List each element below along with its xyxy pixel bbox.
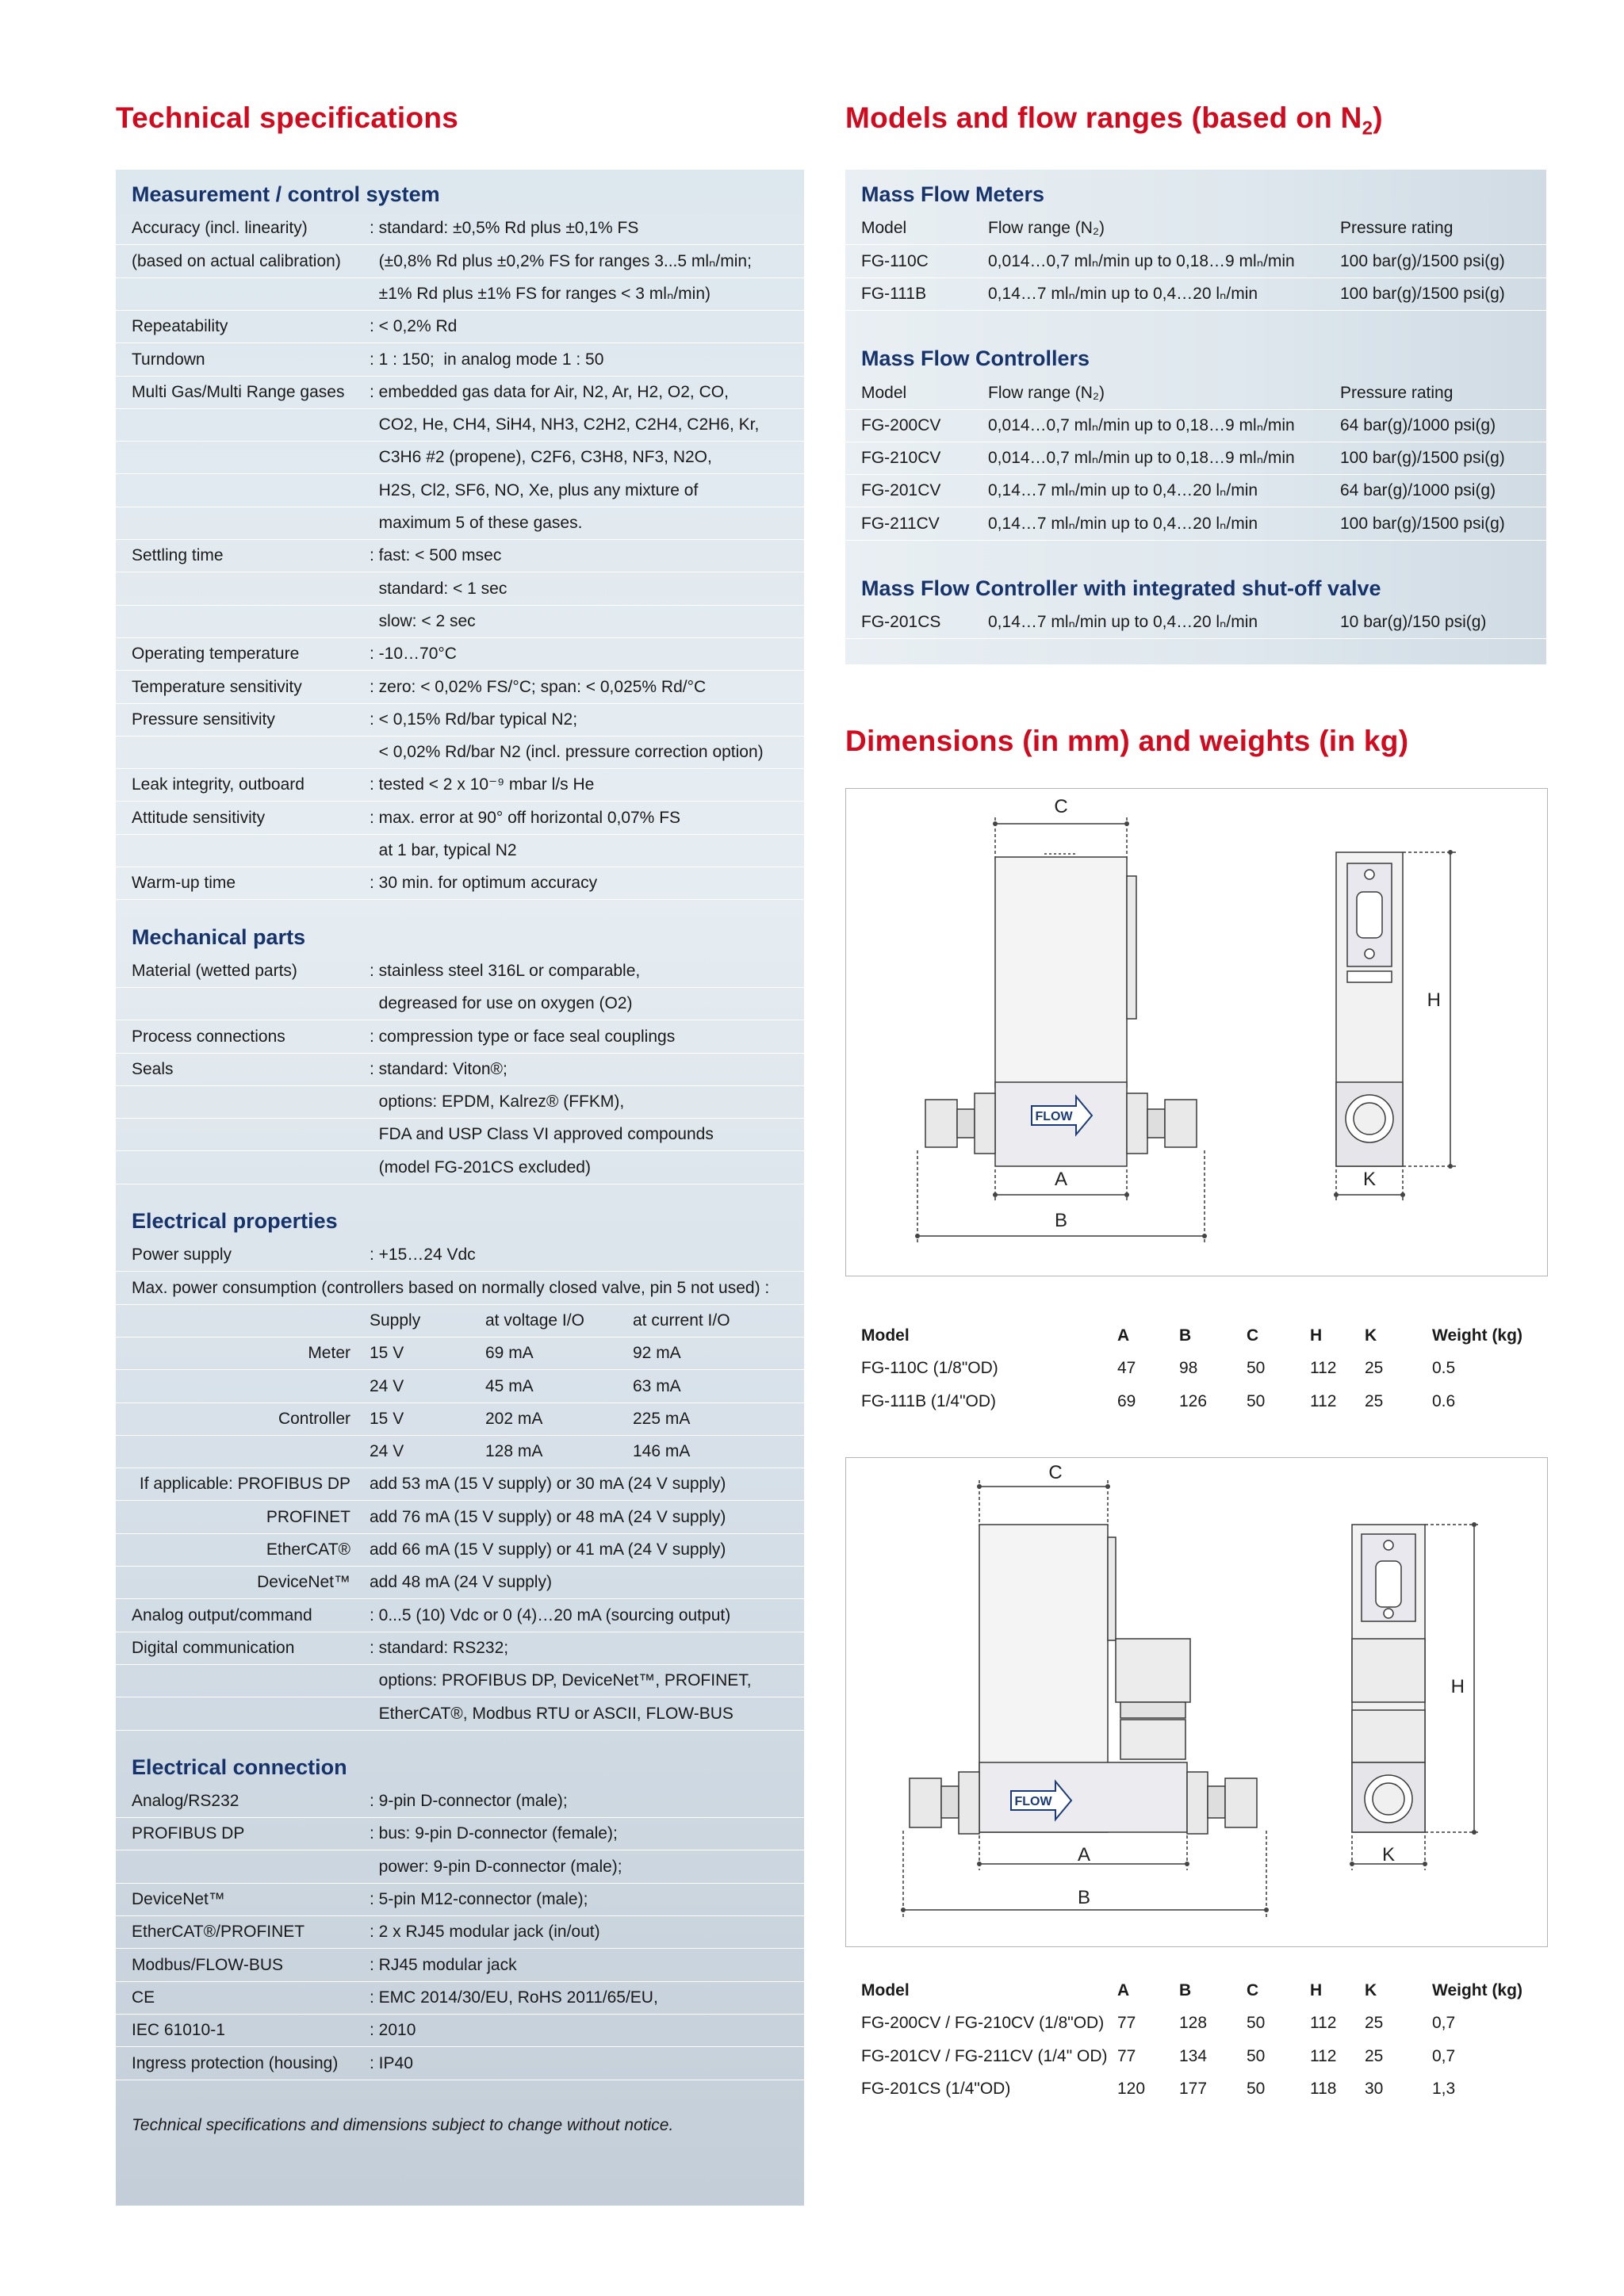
spec-value: maximum 5 of these gases. bbox=[370, 514, 583, 532]
dim-value-cell: 98 bbox=[1179, 1359, 1198, 1378]
dim-value-cell: 50 bbox=[1247, 1391, 1266, 1410]
power-table-row bbox=[116, 1402, 804, 1436]
spec-row-measurement bbox=[116, 441, 804, 474]
flow2-label: FLOW bbox=[1014, 1795, 1052, 1808]
spec-row-measurement bbox=[116, 736, 804, 769]
spec-row-measurement bbox=[116, 376, 804, 409]
spec-row-measurement bbox=[116, 343, 804, 377]
spec-label: Accuracy (incl. linearity) bbox=[132, 219, 308, 238]
spec-row-connection bbox=[116, 1949, 804, 1982]
fieldbus-label: DeviceNet™ bbox=[257, 1573, 350, 1592]
dim-value-cell: 25 bbox=[1365, 2046, 1384, 2065]
dim-value-cell: 0.5 bbox=[1432, 1359, 1456, 1378]
flow-range-cell: 0,14…7 mlₙ/min up to 0,4…20 lₙ/min bbox=[988, 514, 1258, 533]
fieldbus-label: PROFINET bbox=[266, 1507, 350, 1526]
dim-value-cell: C bbox=[1247, 1981, 1259, 1999]
dim-value-cell: 50 bbox=[1247, 2079, 1266, 2098]
spec-row-measurement bbox=[116, 605, 804, 638]
spec-value: : standard: RS232; bbox=[370, 1638, 509, 1657]
spec-row-measurement bbox=[116, 310, 804, 343]
spec-label: Turndown bbox=[132, 350, 205, 369]
spec-label: Leak integrity, outboard bbox=[132, 775, 304, 794]
pressure-cell: 100 bar(g)/1500 psi(g) bbox=[1340, 514, 1505, 533]
model-cell: FG-201CV bbox=[861, 481, 941, 500]
spec-value: degreased for use on oxygen (O2) bbox=[370, 994, 633, 1013]
dimensions-title: Dimensions (in mm) and weights (in kg) bbox=[845, 725, 1409, 757]
drawing-box-meter bbox=[845, 788, 1548, 1276]
models-panel bbox=[845, 170, 1546, 664]
spec-value: options: EPDM, Kalrez® (FFKM), bbox=[370, 1093, 625, 1112]
section-title-electrical: Electrical properties bbox=[132, 1209, 338, 1233]
dim-value-cell: 134 bbox=[1179, 2046, 1208, 2065]
dim2-label-b: B bbox=[1077, 1887, 1091, 1908]
spec-row-measurement bbox=[116, 768, 804, 802]
models-section-controllers: Mass Flow Controllers bbox=[861, 346, 1090, 371]
spec-row-electrical bbox=[116, 1664, 804, 1697]
dim-value-cell: 128 bbox=[1179, 2014, 1208, 2033]
spec-value: ±1% Rd plus ±1% FS for ranges < 3 mlₙ/min) bbox=[370, 284, 710, 303]
dimension-table-row bbox=[845, 2007, 1546, 2039]
spec-value: : IP40 bbox=[370, 2053, 413, 2072]
dim-value-cell: 50 bbox=[1247, 2046, 1266, 2065]
flow-range-cell: 0,014…0,7 mlₙ/min up to 0,18…9 mlₙ/min bbox=[988, 251, 1295, 270]
pressure-cell: 10 bar(g)/150 psi(g) bbox=[1340, 613, 1487, 632]
spec-row-mechanical bbox=[116, 1020, 804, 1054]
dim-value-cell: 77 bbox=[1117, 2046, 1136, 2065]
dim-value-cell: C bbox=[1247, 1326, 1259, 1345]
dim-value-cell: K bbox=[1365, 1326, 1377, 1345]
spec-label: Power supply bbox=[132, 1246, 232, 1265]
dim-value-cell: 112 bbox=[1310, 2014, 1337, 2033]
spec-label: Multi Gas/Multi Range gases bbox=[132, 382, 345, 401]
pressure-cell: Pressure rating bbox=[1340, 383, 1454, 402]
flow-range-cell: 0,14…7 mlₙ/min up to 0,4…20 lₙ/min bbox=[988, 481, 1258, 500]
spec-value: (±0,8% Rd plus ±0,2% FS for ranges 3...5 mlₙ/min; bbox=[370, 251, 752, 270]
spec-row-measurement bbox=[116, 212, 804, 245]
spec-value: : RJ45 modular jack bbox=[370, 1955, 517, 1974]
spec-label: PROFIBUS DP bbox=[132, 1824, 245, 1843]
pressure-cell: Pressure rating bbox=[1340, 219, 1454, 238]
models-title-end: ) bbox=[1373, 101, 1383, 134]
models-section-shutoff: Mass Flow Controller with integrated shut-off valve bbox=[861, 576, 1381, 600]
technical-spec-panel bbox=[116, 170, 804, 2206]
spec-row-mechanical bbox=[116, 955, 804, 988]
dim2-label-a: A bbox=[1077, 1844, 1091, 1866]
pressure-cell: 100 bar(g)/1500 psi(g) bbox=[1340, 251, 1505, 270]
spec-label: EtherCAT®/PROFINET bbox=[132, 1923, 305, 1942]
flow-range-cell: 0,14…7 mlₙ/min up to 0,4…20 lₙ/min bbox=[988, 613, 1258, 632]
spec-label: DeviceNet™ bbox=[132, 1890, 225, 1908]
power-cell: 24 V bbox=[370, 1442, 404, 1461]
dim-value-cell: 77 bbox=[1117, 2014, 1136, 2033]
model-cell: FG-211CV bbox=[861, 514, 940, 533]
spec-row-measurement bbox=[116, 277, 804, 311]
spec-value: < 0,02% Rd/bar N2 (incl. pressure correction option) bbox=[370, 743, 764, 762]
dim-value-cell: 118 bbox=[1310, 2079, 1337, 2098]
dim-value-cell: 50 bbox=[1247, 1359, 1266, 1378]
footnote: Technical specifications and dimensions subject to change without notice. bbox=[132, 2115, 674, 2134]
fieldbus-row bbox=[116, 1468, 804, 1501]
power-table-row bbox=[116, 1435, 804, 1468]
power-head-cell: Supply bbox=[370, 1311, 421, 1330]
spec-value: : 0...5 (10) Vdc or 0 (4)…20 mA (sourcing output) bbox=[370, 1605, 731, 1624]
dim-value-cell: 25 bbox=[1365, 2014, 1384, 2033]
dimension-table-row bbox=[845, 1385, 1546, 1418]
power-cell: 15 V bbox=[370, 1344, 404, 1363]
model-cell: FG-111B bbox=[861, 284, 927, 303]
dim-value-cell: 0,7 bbox=[1432, 2014, 1456, 2033]
power-cell: 202 mA bbox=[485, 1409, 543, 1428]
dim-model-cell: FG-111B (1/4"OD) bbox=[861, 1391, 997, 1410]
spec-value: power: 9-pin D-connector (male); bbox=[370, 1857, 622, 1876]
fieldbus-value: add 48 mA (24 V supply) bbox=[370, 1573, 552, 1592]
spec-row-connection bbox=[116, 1981, 804, 2015]
spec-value: : 2 x RJ45 modular jack (in/out) bbox=[370, 1923, 600, 1942]
spec-value: : max. error at 90° off horizontal 0,07% FS bbox=[370, 808, 681, 827]
models-title-sub: 2 bbox=[1362, 117, 1373, 140]
dimension-table-row bbox=[845, 2040, 1546, 2072]
model-cell: FG-210CV bbox=[861, 449, 941, 468]
flow-range-cell: 0,014…0,7 mlₙ/min up to 0,18…9 mlₙ/min bbox=[988, 415, 1295, 434]
spec-label: IEC 61010-1 bbox=[132, 2021, 225, 2040]
spec-row-measurement bbox=[116, 802, 804, 835]
spec-row-connection bbox=[116, 2014, 804, 2047]
spec-row-measurement bbox=[116, 867, 804, 900]
dim-value-cell: A bbox=[1117, 1981, 1130, 1999]
drawing-box-controller bbox=[845, 1457, 1548, 1947]
spec-value: : embedded gas data for Air, N2, Ar, H2, O2, CO, bbox=[370, 382, 729, 401]
spec-value: : EMC 2014/30/EU, RoHS 2011/65/EU, bbox=[370, 1988, 658, 2007]
power-row-label: Controller bbox=[278, 1409, 350, 1428]
spec-value: C3H6 #2 (propene), C2F6, C3H8, NF3, N2O, bbox=[370, 448, 712, 467]
pressure-cell: 64 bar(g)/1000 psi(g) bbox=[1340, 481, 1496, 500]
spec-value: : standard: ±0,5% Rd plus ±0,1% FS bbox=[370, 219, 639, 238]
flow-label: FLOW bbox=[1035, 1110, 1073, 1123]
dim-value-cell: 30 bbox=[1365, 2079, 1384, 2098]
spec-label: Temperature sensitivity bbox=[132, 677, 302, 696]
power-cell: 45 mA bbox=[485, 1376, 534, 1395]
spec-row-measurement bbox=[116, 245, 804, 278]
dim-value-cell: B bbox=[1179, 1981, 1192, 1999]
spec-label: Operating temperature bbox=[132, 645, 300, 664]
power-cell: 69 mA bbox=[485, 1344, 534, 1363]
spec-value: : 5-pin M12-connector (male); bbox=[370, 1890, 588, 1908]
spec-row-connection bbox=[116, 1883, 804, 1916]
models-table-row bbox=[845, 277, 1546, 311]
spec-value: slow: < 2 sec bbox=[370, 611, 476, 630]
spec-value: : tested < 2 x 10⁻⁹ mbar l/s He bbox=[370, 775, 595, 794]
spec-row-connection bbox=[116, 1817, 804, 1850]
dimension-table-controllers bbox=[845, 1974, 1546, 2098]
pressure-cell: 100 bar(g)/1500 psi(g) bbox=[1340, 449, 1505, 468]
power-row-label: Meter bbox=[308, 1344, 350, 1363]
spec-row-connection bbox=[116, 1785, 804, 1818]
spec-row-mechanical bbox=[116, 1085, 804, 1119]
dimension-table-header bbox=[845, 1319, 1546, 1352]
models-table-row bbox=[845, 409, 1546, 442]
models-table-row bbox=[845, 442, 1546, 475]
spec-row-mechanical bbox=[116, 987, 804, 1020]
fieldbus-value: add 76 mA (15 V supply) or 48 mA (24 V supply) bbox=[370, 1507, 726, 1526]
model-cell: Model bbox=[861, 219, 907, 238]
models-section-meters: Mass Flow Meters bbox=[861, 182, 1045, 206]
dim-value-cell: Weight (kg) bbox=[1432, 1981, 1522, 1999]
spec-row-mechanical bbox=[116, 1118, 804, 1151]
dim-value-cell: 112 bbox=[1310, 2046, 1337, 2065]
spec-value: H2S, Cl2, SF6, NO, Xe, plus any mixture of bbox=[370, 480, 699, 499]
dim-value-cell: 0.6 bbox=[1432, 1391, 1456, 1410]
spec-label: Process connections bbox=[132, 1027, 285, 1046]
dim-value-cell: 120 bbox=[1117, 2079, 1146, 2098]
spec-row-connection bbox=[116, 1850, 804, 1884]
dim-value-cell: Weight (kg) bbox=[1432, 1326, 1522, 1345]
spec-label: Warm-up time bbox=[132, 874, 236, 893]
dim-value-cell: B bbox=[1179, 1326, 1192, 1345]
dim-label-c: C bbox=[1054, 796, 1068, 817]
dim-model-cell: Model bbox=[861, 1326, 910, 1345]
spec-label: Analog/RS232 bbox=[132, 1792, 239, 1811]
power-cell: 15 V bbox=[370, 1409, 404, 1428]
model-cell: FG-201CS bbox=[861, 613, 941, 632]
spec-row-measurement bbox=[116, 572, 804, 606]
spec-value: : bus: 9-pin D-connector (female); bbox=[370, 1824, 618, 1843]
dim-model-cell: FG-201CV / FG-211CV (1/4" OD) bbox=[861, 2046, 1108, 2065]
power-cell: 92 mA bbox=[633, 1344, 681, 1363]
power-cell: 225 mA bbox=[633, 1409, 691, 1428]
spec-row-electrical bbox=[116, 1697, 804, 1731]
spec-value: : compression type or face seal couplings bbox=[370, 1027, 676, 1046]
dim-label-h: H bbox=[1427, 989, 1441, 1011]
flow-range-cell: Flow range (N₂) bbox=[988, 383, 1105, 402]
power-table-row bbox=[116, 1337, 804, 1370]
fieldbus-value: add 66 mA (15 V supply) or 41 mA (24 V supply) bbox=[370, 1540, 726, 1559]
dim-value-cell: A bbox=[1117, 1326, 1130, 1345]
spec-row-power bbox=[116, 1238, 804, 1272]
flow-range-cell: Flow range (N₂) bbox=[988, 219, 1105, 238]
spec-value: : stainless steel 316L or comparable, bbox=[370, 961, 641, 980]
dimension-table-header bbox=[845, 1974, 1546, 2007]
power-head-cell: at current I/O bbox=[633, 1311, 730, 1330]
section-title-mechanical: Mechanical parts bbox=[132, 924, 306, 949]
spec-value: : < 0,15% Rd/bar typical N2; bbox=[370, 710, 578, 729]
spec-row-measurement bbox=[116, 703, 804, 737]
dim2-label-c: C bbox=[1048, 1462, 1063, 1483]
section-title-connection: Electrical connection bbox=[132, 1755, 347, 1779]
dim-value-cell: H bbox=[1310, 1326, 1323, 1345]
spec-label: Analog output/command bbox=[132, 1605, 312, 1624]
spec-value: standard: < 1 sec bbox=[370, 579, 508, 598]
models-table-row bbox=[845, 507, 1546, 541]
spec-row-connection bbox=[116, 2047, 804, 2080]
fieldbus-label: EtherCAT® bbox=[266, 1540, 350, 1559]
fieldbus-value: add 53 mA (15 V supply) or 30 mA (24 V supply) bbox=[370, 1475, 726, 1494]
dimension-table-row bbox=[845, 1352, 1546, 1384]
dim-model-cell: FG-110C (1/8"OD) bbox=[861, 1359, 998, 1378]
dim-model-cell: FG-200CV / FG-210CV (1/8"OD) bbox=[861, 2014, 1105, 2033]
spec-label: Settling time bbox=[132, 546, 224, 565]
spec-label: Seals bbox=[132, 1059, 174, 1078]
spec-row-measurement bbox=[116, 671, 804, 704]
dim-value-cell: 126 bbox=[1179, 1391, 1208, 1410]
spec-value: options: PROFIBUS DP, DeviceNet™, PROFINET, bbox=[370, 1671, 752, 1690]
power-table-header bbox=[116, 1304, 804, 1337]
dim-value-cell: 0,7 bbox=[1432, 2046, 1456, 2065]
spec-value: : 2010 bbox=[370, 2021, 416, 2040]
spec-value: at 1 bar, typical N2 bbox=[370, 841, 517, 859]
dim-value-cell: 69 bbox=[1117, 1391, 1136, 1410]
models-table-row bbox=[845, 606, 1546, 639]
dim-model-cell: Model bbox=[861, 1981, 910, 1999]
dim-value-cell: 47 bbox=[1117, 1359, 1136, 1378]
spec-label: Digital communication bbox=[132, 1638, 295, 1657]
dim-value-cell: 25 bbox=[1365, 1359, 1384, 1378]
dimension-table-meters bbox=[845, 1319, 1546, 1418]
flow-range-cell: 0,14…7 mlₙ/min up to 0,4…20 lₙ/min bbox=[988, 284, 1258, 303]
spec-value: : 1 : 150; in analog mode 1 : 50 bbox=[370, 350, 604, 369]
spec-value: : -10…70°C bbox=[370, 645, 457, 664]
models-title-main: Models and flow ranges (based on N bbox=[845, 101, 1362, 134]
spec-value: : fast: < 500 msec bbox=[370, 546, 502, 565]
model-cell: FG-110C bbox=[861, 251, 929, 270]
spec-row-max-power bbox=[116, 1272, 804, 1305]
spec-label: Material (wetted parts) bbox=[132, 961, 297, 980]
spec-value: : +15…24 Vdc bbox=[370, 1246, 476, 1265]
power-cell: 63 mA bbox=[633, 1376, 681, 1395]
dim2-label-h: H bbox=[1450, 1676, 1465, 1697]
dim-label-k: K bbox=[1362, 1169, 1377, 1190]
spec-label: Repeatability bbox=[132, 317, 228, 336]
spec-row-measurement bbox=[116, 539, 804, 572]
spec-value: : 9-pin D-connector (male); bbox=[370, 1792, 568, 1811]
spec-value: : 30 min. for optimum accuracy bbox=[370, 874, 598, 893]
spec-row-measurement bbox=[116, 474, 804, 507]
spec-row-connection bbox=[116, 1915, 804, 1949]
spec-value: EtherCAT®, Modbus RTU or ASCII, FLOW-BUS bbox=[370, 1704, 733, 1723]
spec-row-measurement bbox=[116, 637, 804, 671]
spec-label: Ingress protection (housing) bbox=[132, 2053, 339, 2072]
power-table-row bbox=[116, 1370, 804, 1403]
spec-value: : < 0,2% Rd bbox=[370, 317, 458, 336]
pressure-cell: 100 bar(g)/1500 psi(g) bbox=[1340, 284, 1505, 303]
flow-range-cell: 0,014…0,7 mlₙ/min up to 0,18…9 mlₙ/min bbox=[988, 449, 1295, 468]
dim-model-cell: FG-201CS (1/4"OD) bbox=[861, 2079, 1011, 2098]
spec-value: (model FG-201CS excluded) bbox=[370, 1158, 591, 1177]
fieldbus-row bbox=[116, 1533, 804, 1567]
dim-value-cell: 50 bbox=[1247, 2014, 1266, 2033]
dim-value-cell: 177 bbox=[1179, 2079, 1208, 2098]
model-cell: FG-200CV bbox=[861, 415, 941, 434]
dim-value-cell: 1,3 bbox=[1432, 2079, 1456, 2098]
models-table-row bbox=[845, 474, 1546, 507]
spec-row-measurement bbox=[116, 507, 804, 540]
max-power-label: Max. power consumption (controllers based on normally closed valve, pin 5 not used) : bbox=[132, 1278, 770, 1297]
models-table-row bbox=[845, 245, 1546, 278]
models-table-header bbox=[845, 212, 1546, 245]
fieldbus-label: If applicable: PROFIBUS DP bbox=[139, 1475, 350, 1494]
spec-row-electrical bbox=[116, 1599, 804, 1632]
dim2-label-k: K bbox=[1381, 1844, 1396, 1866]
dim-value-cell: 112 bbox=[1310, 1391, 1337, 1410]
spec-row-mechanical bbox=[116, 1151, 804, 1184]
technical-specifications-title: Technical specifications bbox=[116, 101, 459, 134]
fieldbus-row bbox=[116, 1566, 804, 1599]
spec-label: Pressure sensitivity bbox=[132, 710, 275, 729]
spec-value: : standard: Viton®; bbox=[370, 1059, 508, 1078]
spec-value: FDA and USP Class VI approved compounds bbox=[370, 1125, 714, 1144]
meter-dimension-drawing bbox=[846, 789, 1547, 1276]
dim-value-cell: 112 bbox=[1310, 1359, 1337, 1378]
fieldbus-row bbox=[116, 1501, 804, 1534]
spec-label: Modbus/FLOW-BUS bbox=[132, 1955, 283, 1974]
dimension-table-row bbox=[845, 2072, 1546, 2105]
spec-label: Attitude sensitivity bbox=[132, 808, 266, 827]
section-title-measurement: Measurement / control system bbox=[132, 182, 440, 206]
dim-label-a: A bbox=[1054, 1169, 1068, 1190]
spec-row-measurement bbox=[116, 834, 804, 867]
spec-label: (based on actual calibration) bbox=[132, 251, 341, 270]
models-table-header bbox=[845, 377, 1546, 410]
model-cell: Model bbox=[861, 383, 907, 402]
dim-value-cell: H bbox=[1310, 1981, 1323, 1999]
power-cell: 128 mA bbox=[485, 1442, 543, 1461]
power-cell: 146 mA bbox=[633, 1442, 691, 1461]
spec-row-electrical bbox=[116, 1632, 804, 1665]
spec-value: CO2, He, CH4, SiH4, NH3, C2H2, C2H4, C2H6, Kr, bbox=[370, 415, 760, 434]
spec-row-measurement bbox=[116, 408, 804, 442]
pressure-cell: 64 bar(g)/1000 psi(g) bbox=[1340, 415, 1496, 434]
power-cell: 24 V bbox=[370, 1376, 404, 1395]
models-flow-ranges-title bbox=[845, 101, 1383, 140]
spec-label: CE bbox=[132, 1988, 155, 2007]
spec-row-mechanical bbox=[116, 1053, 804, 1086]
dim-value-cell: 25 bbox=[1365, 1391, 1384, 1410]
dim-value-cell: K bbox=[1365, 1981, 1377, 1999]
dim-label-b: B bbox=[1054, 1210, 1068, 1231]
controller-dimension-drawing bbox=[846, 1458, 1547, 1946]
spec-value: : zero: < 0,02% FS/°C; span: < 0,025% Rd/°C bbox=[370, 677, 707, 696]
power-head-cell: at voltage I/O bbox=[485, 1311, 584, 1330]
